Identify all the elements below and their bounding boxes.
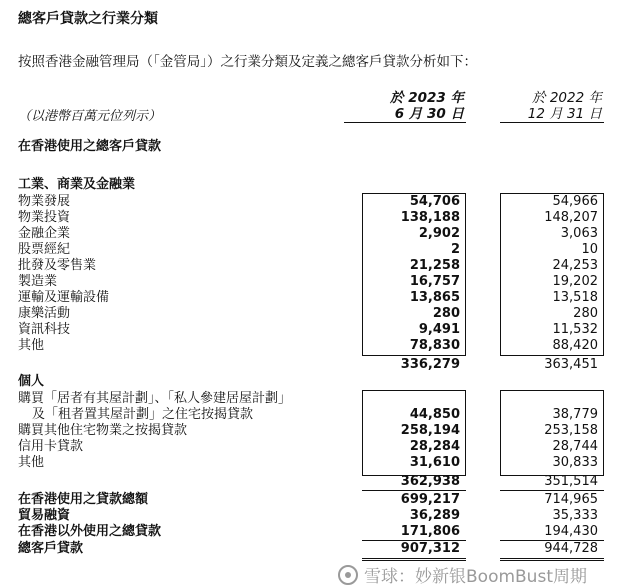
row-value-2022: 38,779 <box>552 407 598 422</box>
column-header-2023-year: 於 2023 年 <box>390 90 464 106</box>
intro-text: 按照香港金融管理局（「金管局」）之行業分類及定義之總客戶貸款分析如下： <box>18 54 477 70</box>
total-value-2023: 171,806 <box>400 524 460 539</box>
section-heading-hk-loans: 在香港使用之總客戶貸款 <box>18 139 162 154</box>
total-value-2022: 714,965 <box>544 492 598 507</box>
row-value-2022: 148,207 <box>544 210 598 225</box>
row-value-2023: 9,491 <box>418 322 460 337</box>
row-label: 康樂活動 <box>18 306 71 321</box>
row-value-2022: 24,253 <box>552 258 598 273</box>
row-value-2023: 13,865 <box>409 290 460 305</box>
row-label: 股票經紀 <box>18 242 71 257</box>
grand-total-value-2022: 944,728 <box>544 541 598 556</box>
row-value-2022: 11,532 <box>552 322 598 337</box>
row-value-2022: 280 <box>573 306 598 321</box>
row-value-2023: 16,757 <box>409 274 460 289</box>
column-header-2022 <box>502 90 602 122</box>
totals-rule-2023 <box>362 490 466 491</box>
row-value-2022: 13,518 <box>552 290 598 305</box>
row-label: 其他 <box>18 455 45 470</box>
row-label: 金融企業 <box>18 226 71 241</box>
row-label: 其他 <box>18 338 45 353</box>
column-header-rule-2022 <box>500 122 604 123</box>
row-value-2023: 258,194 <box>400 423 460 438</box>
row-value-2022: 10 <box>581 242 598 257</box>
total-value-2022: 35,333 <box>552 508 598 523</box>
row-value-2022: 88,420 <box>552 338 598 353</box>
row-value-2023: 21,258 <box>409 258 460 273</box>
column-header-2022-year: 於 2022 年 <box>532 90 602 106</box>
row-value-2023: 44,850 <box>409 407 460 422</box>
page-title: 總客戶貸款之行業分類 <box>18 11 158 27</box>
row-value-2023: 54,706 <box>409 194 460 209</box>
total-value-2023: 36,289 <box>409 508 460 523</box>
row-value-2023: 31,610 <box>409 455 460 470</box>
row-value-2023: 2 <box>450 242 460 257</box>
row-label: 信用卡貸款 <box>18 439 84 454</box>
section-heading-industrial: 工業、商業及金融業 <box>18 177 136 192</box>
grand-total-double-rule-2022 <box>500 558 604 561</box>
watermark-text: 雪球：妙新银BoomBust周期 <box>364 567 587 587</box>
column-header-2023 <box>360 90 464 122</box>
row-value-2022: 28,744 <box>552 439 598 454</box>
total-label: 在香港使用之貸款總額 <box>18 492 149 507</box>
grand-total-value-2023: 907,312 <box>400 541 460 556</box>
row-value-2023: 138,188 <box>400 210 460 225</box>
total-label: 貿易融資 <box>18 508 71 523</box>
row-value-2022: 54,966 <box>552 194 598 209</box>
unit-note: （以港幣百萬元位列示） <box>18 109 162 124</box>
row-value-2023: 78,830 <box>409 338 460 353</box>
total-value-2022: 194,430 <box>544 524 598 539</box>
row-value-2022: 30,833 <box>552 455 598 470</box>
row-value-2023: 2,902 <box>418 226 460 241</box>
row-value-2022: 19,202 <box>552 274 598 289</box>
row-label: 資訊科技 <box>18 322 71 337</box>
column-header-2023-date: 6 月 30 日 <box>394 106 464 122</box>
row-value-2022: 3,063 <box>560 226 598 241</box>
total-label: 在香港以外使用之總貸款 <box>18 524 162 539</box>
row-label: 物業投資 <box>18 210 71 225</box>
section-heading-individuals: 個人 <box>18 374 45 389</box>
row-label: 運輸及運輸設備 <box>18 290 110 305</box>
row-value-2023: 280 <box>432 306 460 321</box>
row-label-line2: 及「租者置其屋計劃」之住宅按揭貸款 <box>32 407 254 422</box>
industrial-subtotal-2022: 363,451 <box>544 357 598 372</box>
row-label: 購買其他住宅物業之按揭貸款 <box>18 423 188 438</box>
snowball-logo-icon <box>338 565 358 585</box>
grand-total-label: 總客戶貸款 <box>18 541 84 556</box>
column-header-rule-2023 <box>344 122 466 123</box>
row-label: 製造業 <box>18 274 58 289</box>
row-value-2023: 28,284 <box>409 439 460 454</box>
totals-rule-2022 <box>500 490 604 491</box>
total-value-2023: 699,217 <box>400 492 460 507</box>
column-header-2022-date: 12 月 31 日 <box>527 106 602 122</box>
industrial-subtotal-2023: 336,279 <box>400 357 460 372</box>
individual-subtotal-2022: 351,514 <box>544 474 598 489</box>
row-value-2022: 253,158 <box>544 423 598 438</box>
watermark <box>338 562 587 587</box>
individual-subtotal-2023: 362,938 <box>400 474 460 489</box>
row-label-line1: 購買「居者有其屋計劃」、「私人參建居屋計劃」 <box>18 391 292 406</box>
row-label: 批發及零售業 <box>18 258 97 273</box>
row-label: 物業發展 <box>18 194 71 209</box>
grand-total-double-rule-2023 <box>362 558 466 561</box>
